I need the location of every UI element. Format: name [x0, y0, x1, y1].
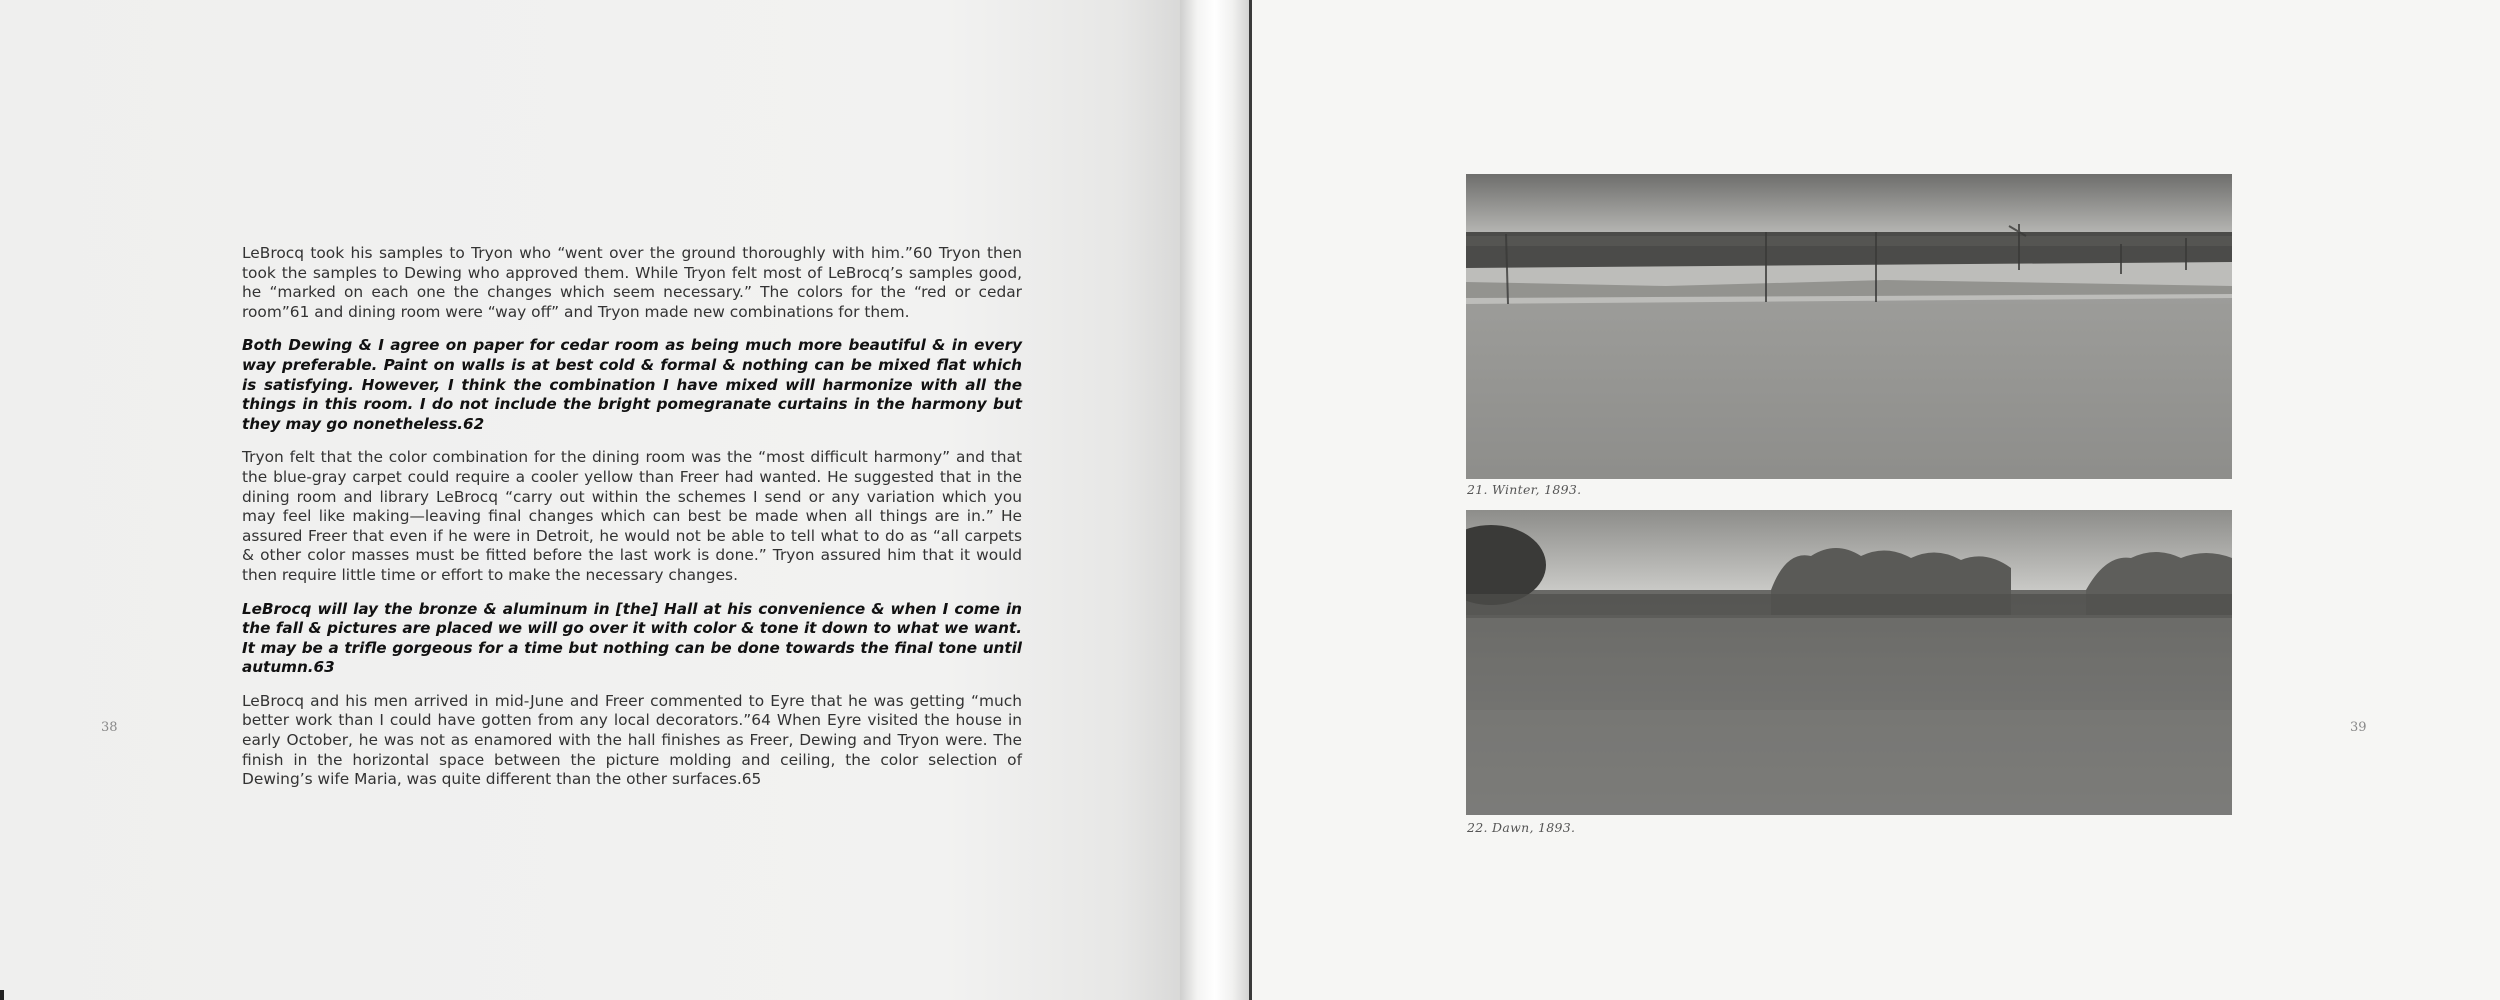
plate-caption-2: 22. Dawn, 1893. [1467, 820, 1576, 835]
plate-caption-1: 21. Winter, 1893. [1467, 482, 1582, 497]
paragraph-3: LeBrocq and his men arrived in mid-June and Freer commented to Eyre that he was getting “much better work than I could have gotten from any local decorators.”64 When Eyre visited the house in early October, he was not as enamored with the hall finishes as Freer, Dewing and Tryon were. The finish in the horizontal space between the picture molding and ceiling, the color selection of Dewing’s wife Maria, was quite different than the other surfaces.65 [242, 691, 1022, 789]
paragraph-1: LeBrocq took his samples to Tryon who “went over the ground thoroughly with him.”60 Tryon then took the samples to Dewing who approved them. While Tryon felt most of LeBrocq’s samples good, he “marked on each one the changes which seem necessary.” The colors for the “red or cedar room”61 and dining room were “way off” and Tryon made new combinations for them. [242, 244, 1022, 321]
page-number-left: 38 [101, 720, 118, 735]
page-number-right: 39 [2350, 720, 2367, 735]
block-quote-2: LeBrocq will lay the bronze & aluminum in [the] Hall at his convenience & when I come in the fall & pictures are placed we will go over it with color & tone it down to what we want. It may be a trifle gorgeous for a time but nothing can be done towards the final tone until autumn.63 [242, 599, 1022, 677]
left-page [0, 0, 1180, 1000]
right-page [1252, 0, 2500, 1000]
paragraph-2: Tryon felt that the color combination for the dining room was the “most difficult harmony” and that the blue-gray carpet could require a cooler yellow than Freer had wanted. He suggested that in the dining room and library LeBrocq “carry out within the schemes I send or any variation which you may feel like making—leaving final changes which can best be made when all things are in.” He assured Freer that even if he were in Detroit, he would not be able to tell what to do as “all carpets & other color masses must be fitted before the last work is done.” Tryon assured him that it would then require little time or effort to make the necessary changes. [242, 448, 1022, 584]
block-quote-1: Both Dewing & I agree on paper for cedar room as being much more beautiful & in every way preferable. Paint on walls is at best cold & formal & nothing can be mixed flat which is satisfying. However, I think the combination I have mixed will harmonize with all the things in this room. I do not include the bright pomegranate curtains in the harmony but they may go nonetheless.62 [242, 336, 1022, 433]
dawn-painting-image [1466, 510, 2232, 815]
page-corner-mark [0, 990, 4, 1000]
winter-painting-image [1466, 174, 2232, 479]
body-text [242, 244, 1022, 804]
binding-gutter [1180, 0, 1250, 1000]
